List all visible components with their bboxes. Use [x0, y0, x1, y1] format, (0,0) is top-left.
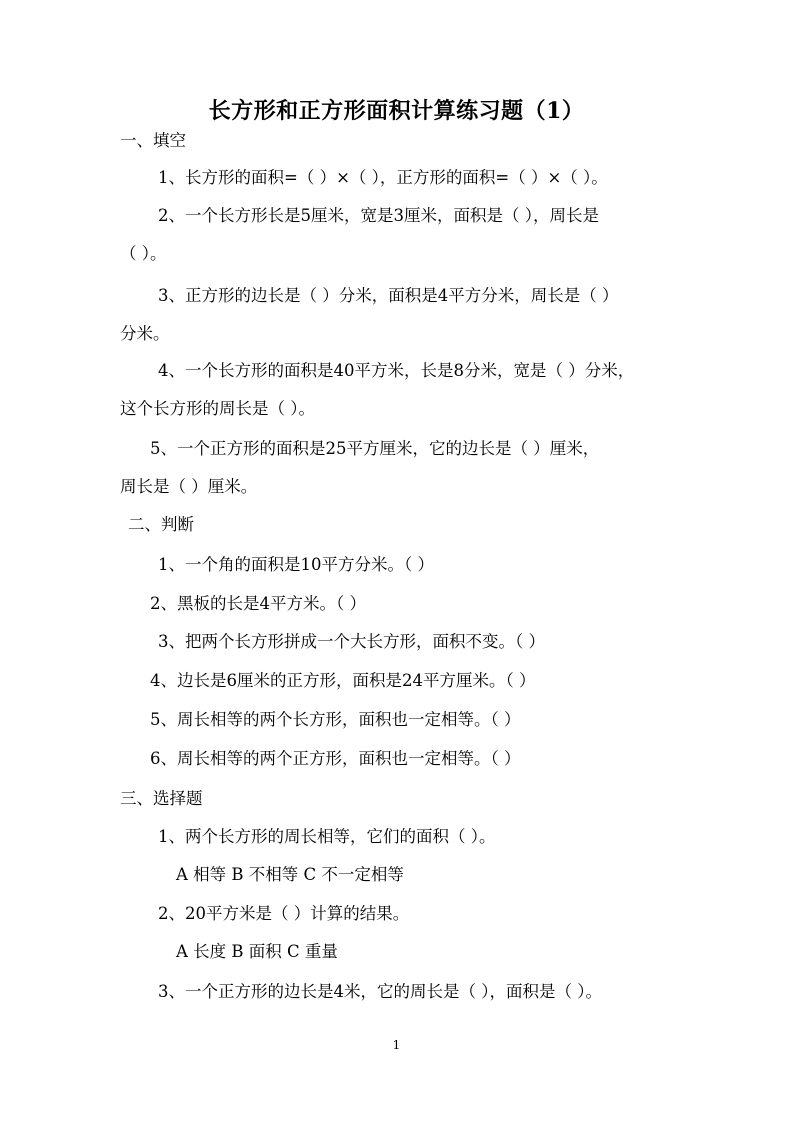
fill-question-5-line-1: 5、一个正方形的面积是25平方厘米，它的边长是（ ）厘米， — [150, 439, 600, 458]
choice-question-1: 1、两个长方形的周长相等，它们的面积（ ）。 — [158, 827, 496, 846]
section-heading-choice: 三、选择题 — [120, 789, 203, 808]
choice-question-2-options: A 长度 B 面积 C 重量 — [176, 942, 338, 961]
fill-question-3-line-1: 3、正方形的边长是（ ）分米，面积是4平方分米，周长是（ ） — [158, 286, 619, 305]
section-heading-judge: 二、判断 — [128, 515, 194, 534]
fill-question-1: 1、长方形的面积=（ ）×（ ），正方形的面积=（ ）×（ ）。 — [158, 168, 608, 187]
judge-question-3: 3、把两个长方形拼成一个大长方形，面积不变。（ ） — [158, 632, 545, 651]
page-number: 1 — [392, 1038, 401, 1052]
judge-question-1: 1、一个角的面积是10平方分米。（ ） — [158, 555, 434, 574]
fill-question-4-line-1: 4、一个长方形的面积是40平方米，长是8分米，宽是（ ）分米， — [158, 361, 635, 380]
fill-question-3-line-2: 分米。 — [120, 324, 170, 343]
choice-question-3: 3、一个正方形的边长是4米，它的周长是（ ），面积是（ ）。 — [158, 982, 602, 1001]
section-heading-fill: 一、填空 — [120, 131, 186, 150]
judge-question-4: 4、边长是6厘米的正方形，面积是24平方厘米。（ ） — [150, 671, 536, 690]
fill-question-4-line-2: 这个长方形的周长是（ ）。 — [120, 399, 315, 418]
choice-question-2: 2、20平方米是（ ）计算的结果。 — [158, 904, 410, 923]
choice-question-1-options: A 相等 B 不相等 C 不一定相等 — [176, 865, 404, 884]
judge-question-2: 2、黑板的长是4平方米。（ ） — [150, 594, 366, 613]
fill-question-2-line-1: 2、一个长方形长是5厘米，宽是3厘米，面积是（ ），周长是 — [158, 206, 599, 225]
fill-question-2-line-2: （ ）。 — [120, 244, 167, 263]
judge-question-6: 6、周长相等的两个正方形，面积也一定相等。（ ） — [150, 749, 521, 768]
page-title: 长方形和正方形面积计算练习题（1） — [208, 98, 585, 124]
judge-question-5: 5、周长相等的两个长方形，面积也一定相等。（ ） — [150, 710, 521, 729]
fill-question-5-line-2: 周长是（ ）厘米。 — [120, 477, 258, 496]
